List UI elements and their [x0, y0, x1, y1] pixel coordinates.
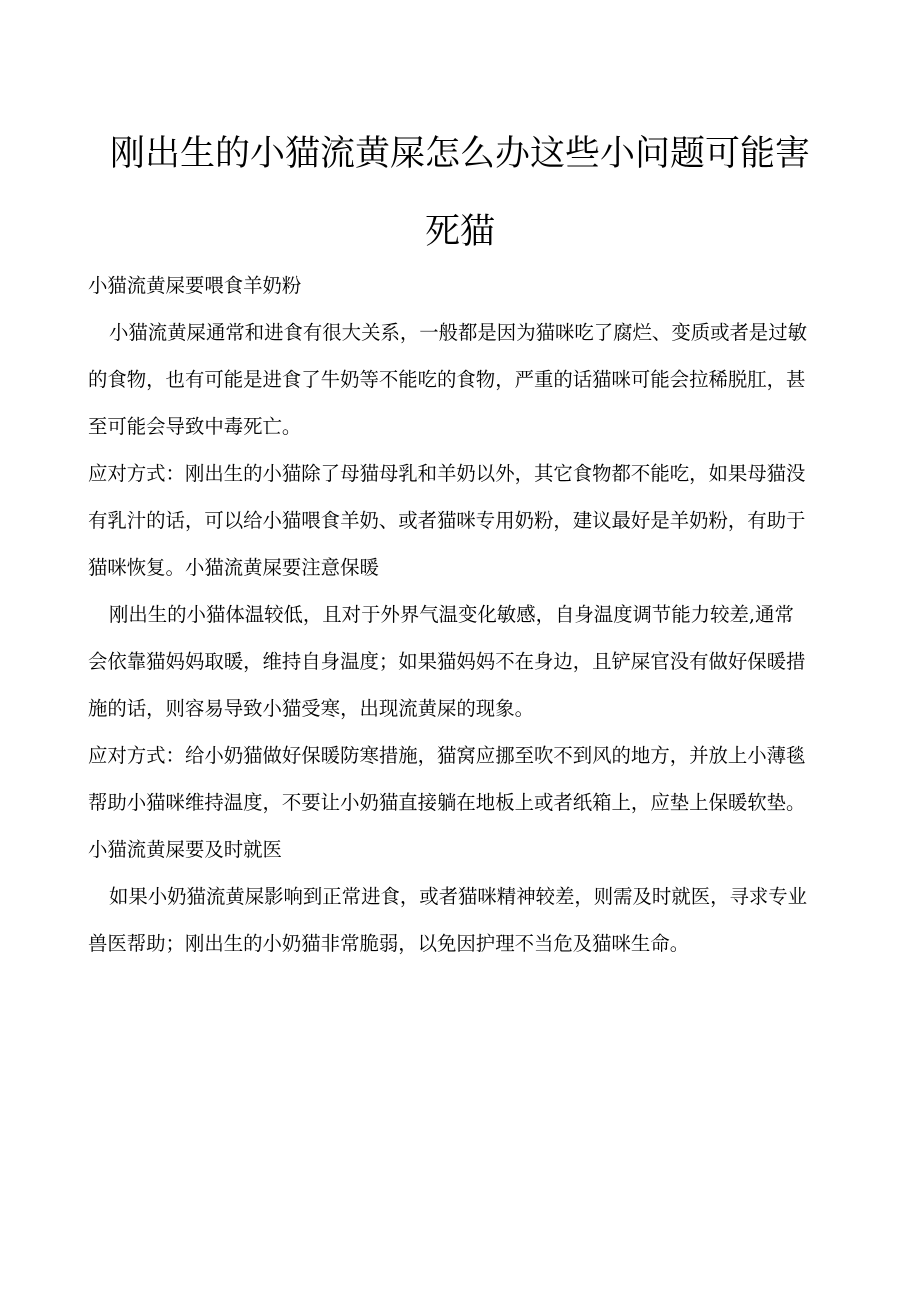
paragraph-line: 施的话，则容易导致小猫受寒，出现流黄屎的现象。 [88, 697, 534, 720]
paragraph-line: 如果小奶猫流黄屎影响到正常进食，或者猫咪精神较差，则需及时就医，寻求专业 [109, 885, 808, 908]
paragraph-line: 有乳汁的话，可以给小猫喂食羊奶、或者猫咪专用奶粉，建议最好是羊奶粉，有助于 [88, 509, 806, 532]
document-body [88, 262, 830, 967]
paragraph-line: 应对方式：给小奶猫做好保暖防寒措施，猫窝应挪至吹不到风的地方，并放上小薄毯 [88, 744, 806, 767]
document-title-line-2: 死猫 [424, 212, 495, 252]
paragraph-line: 猫咪恢复。小猫流黄屎要注意保暖 [88, 556, 379, 579]
paragraph-line: 至可能会导致中毒死亡。 [88, 415, 302, 438]
document-title-line-1: 刚出生的小猫流黄屎怎么办这些小问题可能害 [109, 134, 810, 174]
paragraph-line: 兽医帮助；刚出生的小奶猫非常脆弱，以免因护理不当危及猫咪生命。 [88, 932, 690, 955]
section-heading-goat-milk: 小猫流黄屎要喂食羊奶粉 [88, 274, 302, 297]
paragraph-line: 会依靠猫妈妈取暖，维持自身温度；如果猫妈妈不在身边，且铲屎官没有做好保暖措 [88, 650, 806, 673]
section-heading-see-vet: 小猫流黄屎要及时就医 [88, 838, 282, 861]
paragraph-line: 刚出生的小猫体温较低，且对于外界气温变化敏感，自身温度调节能力较差,通常 [109, 603, 794, 626]
paragraph-line: 的食物，也有可能是进食了牛奶等不能吃的食物，严重的话猫咪可能会拉稀脱肛，甚 [88, 368, 806, 391]
paragraph-line: 帮助小猫咪维持温度，不要让小奶猫直接躺在地板上或者纸箱上，应垫上保暖软垫。 [88, 791, 806, 814]
paragraph-line: 小猫流黄屎通常和进食有很大关系，一般都是因为猫咪吃了腐烂、变质或者是过敏 [109, 321, 808, 344]
paragraph-line: 应对方式：刚出生的小猫除了母猫母乳和羊奶以外，其它食物都不能吃，如果母猫没 [88, 462, 806, 485]
